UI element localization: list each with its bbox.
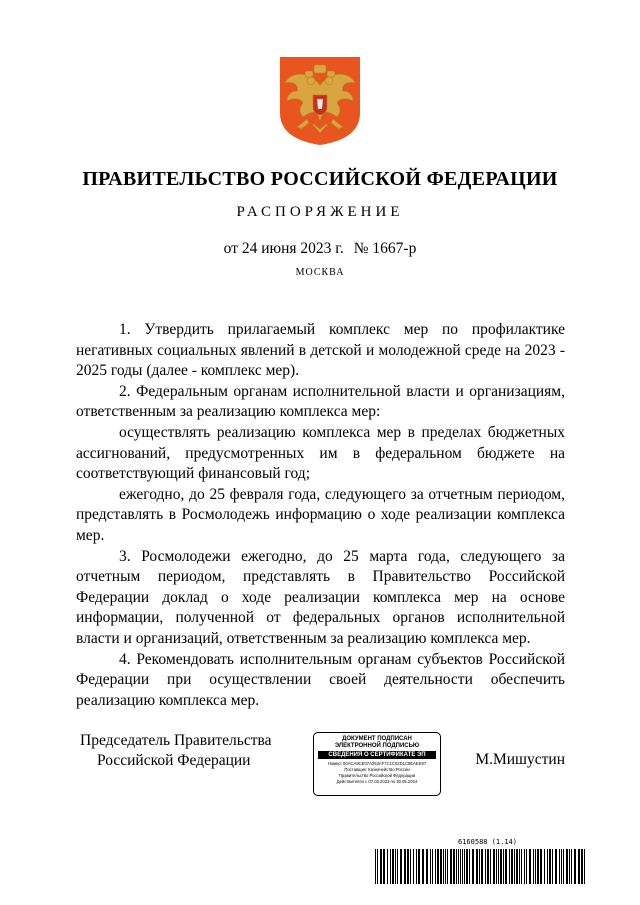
document-type: РАСПОРЯЖЕНИЕ <box>236 204 404 220</box>
document-date: от 24 июня 2023 г. <box>223 240 344 257</box>
document-body <box>76 320 565 711</box>
paragraph-4: 4. Рекомендовать исполнительным органам субъектов Российской Федерации при осуществлении своей деятельности обеспечить реализацию комплекса мер. <box>76 650 565 709</box>
electronic-signature-stamp <box>313 732 441 796</box>
barcode-icon <box>375 849 585 884</box>
paragraph-3: 3. Росмолодежи ежегодно, до 25 марта года, следующего за отчетным периодом, представлять в Правительство Российской Федерации доклад о ходе реализации комплекса мер на основе информации, полученной от федеральных органов исполнительной власти и организаций, ответственным за реализацию комплекса мер. <box>76 547 565 647</box>
paragraph-2-item-2: ежегодно, до 25 февраля года, следующего за отчетным периодом, представлять в Росмолодежь информацию о ходе реализации комплекса мер. <box>76 485 565 544</box>
signatory-position-line1: Председатель Правительства <box>80 732 272 749</box>
stamp-certificate-number: Номер: 00ACA9CE07A253AF7C1C02D1C9EAEE97 <box>327 761 427 766</box>
document-date-line <box>0 240 640 258</box>
stamp-line-2: ЭЛЕКТРОННОЙ ПОДПИСЬЮ <box>334 743 420 749</box>
stamp-owner: Правительство Российской Федерации <box>338 773 416 778</box>
paragraph-1: 1. Утвердить прилагаемый комплекс мер по профилактике негативных социальных явлений в детской и молодежной среде на 2023 - 2025 годы (далее - комплекс мер). <box>76 321 565 380</box>
city: МОСКВА <box>295 267 345 278</box>
stamp-line-1: ДОКУМЕНТ ПОДПИСАН <box>342 736 412 742</box>
stamp-issuer: Поставщик: Казначейство России <box>344 767 410 772</box>
stamp-validity: Действителен с 07.03.2023 по 30.05.2024 <box>336 779 418 784</box>
government-title: ПРАВИТЕЛЬСТВО РОССИЙСКОЙ ФЕДЕРАЦИИ <box>82 168 558 190</box>
coat-of-arms-icon <box>277 55 363 147</box>
document-code: 6160588 (1.14) <box>458 838 518 846</box>
stamp-certificate-header: СВЕДЕНИЯ О СЕРТИФИКАТЕ ЭП <box>318 751 436 759</box>
paragraph-2-item-1: осуществлять реализацию комплекса мер в пределах бюджетных ассигнований, предусмотренных им в федеральном бюджете на соответствующий финансовый год; <box>76 423 565 483</box>
signatory-position-line2: Российской Федерации <box>97 752 251 769</box>
signatory-name: М.Мишустин <box>475 751 565 768</box>
paragraph-2: 2. Федеральным органам исполнительной власти и организациям, ответственным за реализацию комплекса мер: <box>76 382 565 421</box>
signatory-position <box>80 731 272 771</box>
document-number: № 1667-р <box>353 240 417 257</box>
